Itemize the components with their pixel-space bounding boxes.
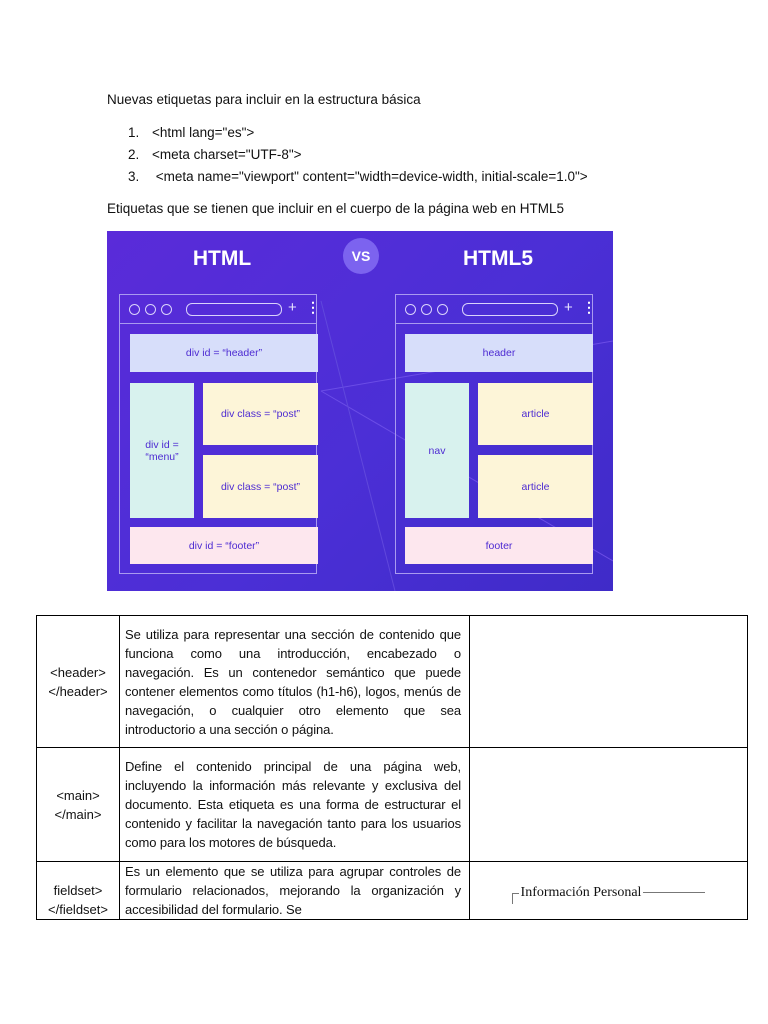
plus-icon: + bbox=[288, 299, 297, 316]
window-dot-icon bbox=[405, 304, 416, 315]
table-row bbox=[37, 616, 748, 748]
window-dot-icon bbox=[421, 304, 432, 315]
description-cell: Define el contenido principal de una página web, incluyendo la información más relevante y exclusiva del documento. Esta etiqueta es una forma de estructurar el contenido y facilitar la navegación tanto para los usuarios como para los motores de búsqueda. bbox=[120, 748, 470, 862]
intro-paragraph: Nuevas etiquetas para incluir en la estructura básica bbox=[107, 92, 421, 107]
table-row bbox=[37, 862, 748, 920]
list-text: <meta charset="UTF-8"> bbox=[152, 147, 302, 162]
html5-article-block: article bbox=[478, 383, 593, 445]
fieldset-example bbox=[470, 881, 747, 901]
browser-toolbar bbox=[396, 295, 596, 324]
tags-description-table bbox=[36, 615, 748, 920]
tag-cell bbox=[37, 748, 120, 862]
html5-footer-block: footer bbox=[405, 527, 593, 564]
html-browser-mockup bbox=[119, 294, 320, 574]
html-footer-block: div id = “footer” bbox=[130, 527, 318, 564]
vs-badge: VS bbox=[343, 238, 379, 274]
tag-close: </fieldset> bbox=[48, 902, 108, 917]
new-tags-list bbox=[128, 124, 588, 190]
window-dot-icon bbox=[437, 304, 448, 315]
figure-caption: Etiquetas que se tienen que incluir en el cuerpo de la página web en HTML5 bbox=[107, 201, 565, 216]
list-item bbox=[128, 124, 588, 146]
fieldset-legend: Información Personal bbox=[520, 884, 642, 900]
list-number: 3. bbox=[128, 169, 140, 184]
window-dot-icon bbox=[161, 304, 172, 315]
tag-open: fieldset> bbox=[53, 883, 103, 898]
window-dot-icon bbox=[145, 304, 156, 315]
description-cell: Es un elemento que se utiliza para agrupar controles de formulario relacionados, mejorando la organización y accesibilidad del formulario. Se bbox=[120, 862, 470, 920]
table-row bbox=[37, 748, 748, 862]
tag-open: <main> bbox=[56, 787, 100, 803]
browser-toolbar bbox=[120, 295, 320, 324]
more-vertical-icon: ⋮ bbox=[306, 299, 320, 315]
tag-close: </main> bbox=[54, 806, 102, 822]
tag-close: </header> bbox=[48, 683, 108, 699]
html5-header-block: header bbox=[405, 334, 593, 372]
html5-title: HTML5 bbox=[463, 247, 533, 270]
html-header-block: div id = “header” bbox=[130, 334, 318, 372]
list-number: 1. bbox=[128, 125, 140, 140]
list-text: <meta name="viewport" content="width=device-width, initial-scale=1.0"> bbox=[152, 169, 588, 184]
tag-cell bbox=[37, 616, 120, 748]
example-cell bbox=[470, 616, 748, 748]
more-vertical-icon: ⋮ bbox=[582, 299, 596, 315]
example-cell bbox=[470, 862, 748, 920]
html5-nav-block: nav bbox=[405, 383, 469, 518]
html-post-block: div class = “post” bbox=[203, 383, 318, 445]
address-bar bbox=[462, 303, 558, 316]
list-number: 2. bbox=[128, 147, 140, 162]
html5-browser-mockup bbox=[395, 294, 596, 574]
window-dot-icon bbox=[129, 304, 140, 315]
html-post-block: div class = “post” bbox=[203, 455, 318, 518]
list-item bbox=[128, 146, 588, 168]
plus-icon: + bbox=[564, 299, 573, 316]
list-item bbox=[128, 168, 588, 190]
html-menu-block: div id = “menu” bbox=[130, 383, 194, 518]
html-title: HTML bbox=[192, 247, 252, 270]
description-cell: Se utiliza para representar una sección de contenido que funciona como una introducción, encabezado o navegación. Es un contenedor semántico que puede contener elementos como títulos (h1-h6), logos, menús de navegación, o cualquier otro elemento que sea introductorio a una sección o página. bbox=[120, 616, 470, 748]
tag-open: <header> bbox=[50, 664, 106, 680]
list-text: <html lang="es"> bbox=[152, 125, 255, 140]
address-bar bbox=[186, 303, 282, 316]
html-vs-html5-figure bbox=[107, 231, 613, 591]
html5-article-block: article bbox=[478, 455, 593, 518]
fieldset-border-corner bbox=[512, 893, 519, 904]
fieldset-border-line bbox=[643, 892, 705, 893]
tag-cell bbox=[37, 862, 120, 920]
example-cell bbox=[470, 748, 748, 862]
